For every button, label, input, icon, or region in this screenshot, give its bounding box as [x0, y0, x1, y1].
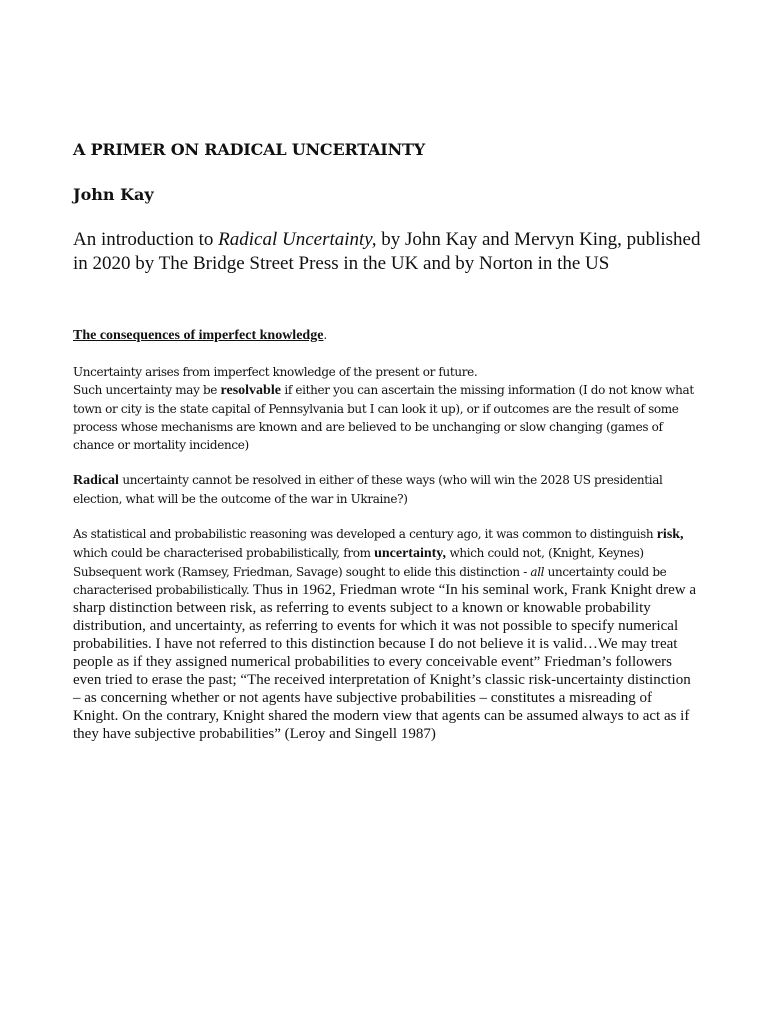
paragraph-1-body — [73, 381, 701, 454]
intro-paragraph — [73, 228, 701, 276]
paragraph-1-rest: if either you can ascertain the missing information (I do not know what town or city is the state capital of Pennsylvania but I can look it up), or if outcomes are the result of some process whose mechanisms are known and are believed to be unchanging or slow changing (games of chance or mortality incidence) — [73, 383, 694, 452]
friedman-quote: Thus in 1962, Friedman wrote “In his seminal work, Frank Knight drew a sharp distinction between risk, as referring to events subject to a known or knowable probability distribution, and uncertainty, as referring to events for which it was not possible to specify numerical probabilities. I have not referred to this distinction because I do not believe it is valid…We may treat people as if they assigned numerical probabilities to every conceivable event” Friedman’s followers even tried to erase the past; “The received interpretation of Knight’s classic risk-uncertainty distinction – as concerning whether or not agents have subjective probabilities – constitutes a misreading of Knight. On the contrary, Knight shared the modern view that agents can be assumed always to act as if they have subjective probabilities” (Leroy and Singell 1987) — [73, 582, 697, 742]
paragraph-2-rest: uncertainty cannot be resolved in either of these ways (who will win the 2028 US presidential election, what will be the outcome of the war in Ukraine?) — [73, 473, 663, 506]
document-title: A PRIMER ON RADICAL UNCERTAINTY — [73, 140, 425, 159]
intro-suffix: by John Kay and Mervyn King, published in 2020 by The Bridge Street Press in the UK and by Norton in the US — [73, 229, 701, 274]
paragraph-3-part-3: which could not, (Knight, Keynes) Subsequent work (Ramsey, Friedman, Savage) sought to elide this distinction - — [73, 546, 644, 579]
paragraph-3-part-2: which could be characterised probabilistically, from — [73, 546, 375, 560]
paragraph-1-line-1: Uncertainty arises from imperfect knowledge of the present or future. — [73, 365, 478, 379]
section-heading — [73, 326, 701, 345]
term-radical: Radical — [73, 473, 119, 488]
document-page — [73, 140, 701, 743]
term-uncertainty: uncertainty, — [374, 546, 447, 561]
term-risk: risk, — [656, 527, 684, 542]
author-name: John Kay — [73, 185, 154, 204]
paragraph-resolvable — [73, 363, 701, 454]
intro-prefix: An introduction to — [73, 229, 219, 250]
paragraph-radical — [73, 471, 701, 508]
paragraph-history — [73, 525, 701, 743]
book-title: Radical Uncertainty, — [218, 229, 377, 250]
emphasis-all: all — [530, 565, 545, 579]
term-resolvable: resolvable — [220, 383, 281, 398]
paragraph-1-lead: Such uncertainty may be — [73, 383, 221, 397]
paragraph-3-part-1: As statistical and probabilistic reasoning was developed a century ago, it was common to distinguish — [73, 527, 657, 541]
section-heading-text: The consequences of imperfect knowledge — [73, 328, 324, 343]
section-heading-trailing: . — [323, 328, 327, 342]
paragraph-3-part-4: uncertainty could be characterised probabilistically. — [73, 565, 667, 597]
